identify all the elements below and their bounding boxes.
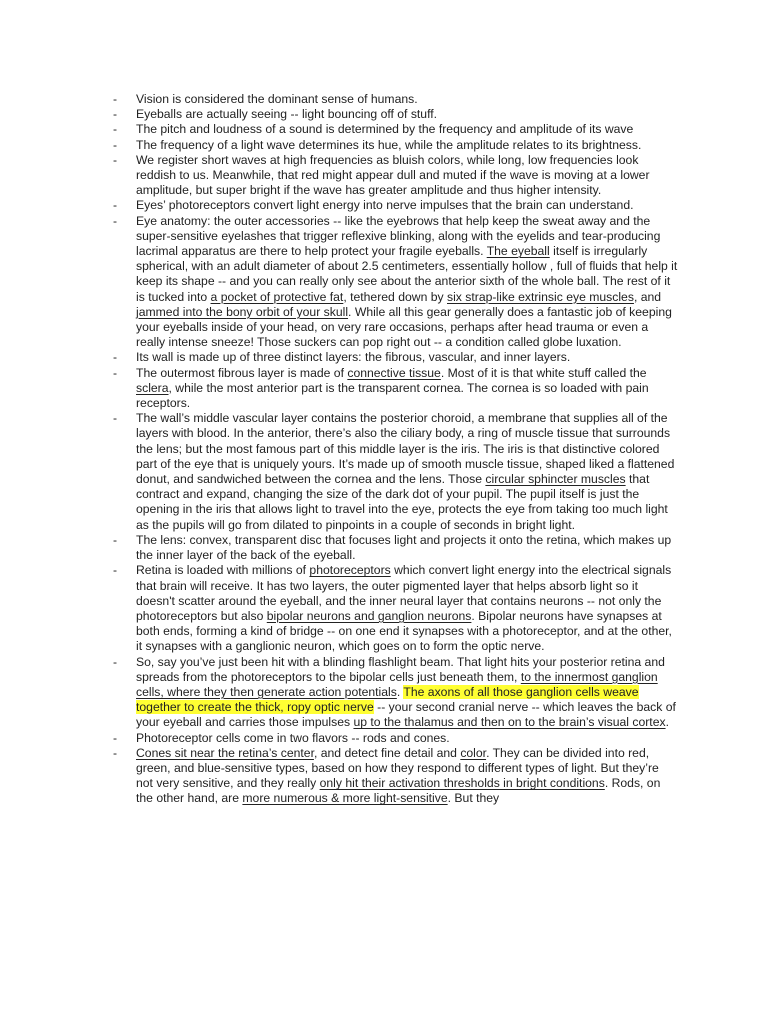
text-segment: . xyxy=(396,684,404,699)
list-item xyxy=(110,366,678,412)
text-segment: . Bipolar neurons have synapses at both ends, forming a kind of bridge -- on one end it synapses with a photoreceptor, and at the other, it synapses with a ganglionic neuron, which goes on to form the optic nerve. xyxy=(136,608,672,654)
list-item xyxy=(110,214,678,351)
text-segment: Vision is considered the dominant sense of humans. xyxy=(136,92,418,106)
text-segment: Eyes’ photoreceptors convert light energy into nerve impulses that the brain can understand. xyxy=(136,198,634,213)
text-segment: . xyxy=(665,715,669,730)
bullet-dash: - xyxy=(113,365,118,380)
underlined-text: only hit their activation thresholds in bright conditions xyxy=(319,776,605,791)
bullet-dash: - xyxy=(113,532,118,547)
list-item-text xyxy=(136,411,674,531)
bullet-dash: - xyxy=(113,350,118,365)
underlined-text: photoreceptors xyxy=(309,563,391,578)
text-segment: Photoreceptor cells come in two flavors -- rods and cones. xyxy=(136,730,450,745)
list-item xyxy=(110,655,678,731)
underlined-text: six strap-like extrinsic eye muscles xyxy=(447,289,634,304)
text-segment: Its wall is made up of three distinct layers: the fibrous, vascular, and inner layers. xyxy=(136,350,571,365)
underlined-text: The eyeball xyxy=(486,244,550,259)
list-item xyxy=(110,563,678,654)
text-segment: , and detect fine detail and xyxy=(313,745,461,760)
underlined-text: color xyxy=(460,745,487,760)
bullet-dash: - xyxy=(113,122,118,137)
text-segment: The wall’s middle vascular layer contains the posterior choroid, a membrane that supplies all of the layers with blood. In the anterior, there’s also the ciliary body, a ring of muscle tissue that surrounds the lens; but the most famous part of this middle layer is the iris. The iris is that distinctive colored part of the eye that is uniquely yours. It’s made up of smooth muscle tissue, shaped liked a flattened donut, and sandwiched between the cornea and the lens. Those xyxy=(136,411,675,487)
text-segment: The pitch and loudness of a sound is determined by the frequency and amplitude of its wave xyxy=(136,122,634,137)
text-segment: . But they xyxy=(447,791,500,806)
list-item xyxy=(110,198,678,213)
text-segment: The frequency of a light wave determines its hue, while the amplitude relates to its brightness. xyxy=(136,137,642,152)
bullet-dash: - xyxy=(113,137,118,152)
underlined-text: circular sphincter muscles xyxy=(485,472,626,487)
highlighted-text: The axons of all those ganglion cells weave together to create the thick, ropy optic nerve xyxy=(136,684,639,715)
text-segment: , and xyxy=(633,289,662,304)
text-segment: itself is irregularly spherical, with an adult diameter of about 2.5 centimeters, essentially hollow , full of fluids that help it keep its shape -- and you can really only see about the anterior sixth of the whole ball. The rest of it is tucked into xyxy=(136,244,678,304)
bullet-dash: - xyxy=(113,92,118,106)
text-segment: Eye anatomy: the outer accessories -- like the eyebrows that help keep the sweat away and the super-sensitive eyelashes that trigger reflexive blinking, along with the eyelids and tear-producing lacrimal apparatus are there to help protect your fragile eyeballs. xyxy=(136,213,661,259)
list-item-text xyxy=(136,122,633,136)
underlined-text: a pocket of protective fat xyxy=(210,289,344,304)
underlined-text: more numerous & more light-sensitive xyxy=(242,791,448,806)
list-item xyxy=(110,411,678,533)
list-item xyxy=(110,122,678,137)
list-item xyxy=(110,533,678,563)
underlined-text: bipolar neurons and ganglion neurons xyxy=(266,608,472,623)
bullet-dash: - xyxy=(113,107,118,122)
bullet-dash: - xyxy=(113,152,118,167)
text-segment: . While all this gear generally does a fantastic job of keeping your eyeballs inside of your head, on very rare occasions, perhaps after head trauma or even a really intense sneeze! Those suckers can pop right out -- a condition called globe luxation. xyxy=(136,304,672,350)
underlined-text: Cones sit near the retina’s center xyxy=(136,745,314,760)
list-item-text xyxy=(136,655,676,730)
notes-list xyxy=(110,92,678,807)
text-segment: We register short waves at high frequencies as bluish colors, while long, low frequencies look reddish to us. Meanwhile, that red might appear dull and muted if the wave is moving at a lower amplitude, but super bright if the wave has greater amplitude and thus higher intensity. xyxy=(136,152,650,198)
text-segment: -- your second cranial nerve -- which leaves the back of your eyeball and carries those impulses xyxy=(136,700,676,730)
text-segment: . They can be divided into red, green, and blue-sensitive types, based on how they respond to different types of light. But they’re not very sensitive, and they really xyxy=(136,745,659,791)
underlined-text: up to the thalamus and then on to the brain’s visual cortex xyxy=(353,715,666,730)
list-item-text xyxy=(136,198,634,212)
list-item xyxy=(110,107,678,122)
bullet-dash: - xyxy=(113,213,118,228)
text-segment: , tethered down by xyxy=(343,289,447,304)
list-item xyxy=(110,350,678,365)
list-item-text xyxy=(136,563,672,653)
list-item-text xyxy=(136,350,570,364)
text-segment: which convert light energy into the electrical signals that brain will receive. It has two layers, the outer pigmented layer that helps absorb light so it doesn't scatter around the eyeball, and the inner neural layer that contains neurons -- not only the photoreceptors but also xyxy=(136,563,672,623)
list-item-text xyxy=(136,731,450,745)
list-item xyxy=(110,746,678,807)
underlined-text: connective tissue xyxy=(347,365,441,380)
text-segment: The outermost fibrous layer is made of xyxy=(136,365,348,380)
text-segment: that contract and expand, changing the size of the dark dot of your pupil. The pupil itself is just the opening in the iris that allows light to travel into the eye, protects the eye from taking too much light as the pupils will go from dilated to pinpoints in a couple of seconds in bright light. xyxy=(136,472,668,532)
list-item xyxy=(110,138,678,153)
text-segment: So, say you’ve just been hit with a blinding flashlight beam. That light hits your posterior retina and spreads from the photoreceptors to the bipolar cells just beneath them, xyxy=(136,654,665,684)
list-item xyxy=(110,731,678,746)
text-segment: Eyeballs are actually seeing -- light bouncing off of stuff. xyxy=(136,107,438,122)
bullet-dash: - xyxy=(113,745,118,760)
bullet-dash: - xyxy=(113,198,118,213)
text-segment: . Most of it is that white stuff called the xyxy=(440,365,647,380)
list-item-text xyxy=(136,214,677,350)
text-segment: Retina is loaded with millions of xyxy=(136,563,310,578)
list-item xyxy=(110,92,678,107)
list-item xyxy=(110,153,678,199)
text-segment: . Rods, on the other hand, are xyxy=(136,776,661,806)
bullet-dash: - xyxy=(113,654,118,669)
bullet-dash: - xyxy=(113,411,118,426)
text-segment: The lens: convex, transparent disc that focuses light and projects it onto the retina, which makes up the inner layer of the back of the eyeball. xyxy=(136,532,672,563)
underlined-text: to the innermost ganglion cells, where they then generate action potentials xyxy=(136,669,658,699)
list-item-text xyxy=(136,533,671,562)
bullet-dash: - xyxy=(113,563,118,578)
list-item-text xyxy=(136,153,650,197)
list-item-text xyxy=(136,746,660,806)
list-item-text xyxy=(136,92,418,106)
list-item-text xyxy=(136,107,437,121)
bullet-dash: - xyxy=(113,730,118,745)
list-item-text xyxy=(136,138,641,152)
underlined-text: sclera xyxy=(136,380,169,395)
list-item-text xyxy=(136,366,649,410)
underlined-text: jammed into the bony orbit of your skull xyxy=(136,304,349,319)
text-segment: , while the most anterior part is the transparent cornea. The cornea is so loaded with pain receptors. xyxy=(136,380,649,411)
